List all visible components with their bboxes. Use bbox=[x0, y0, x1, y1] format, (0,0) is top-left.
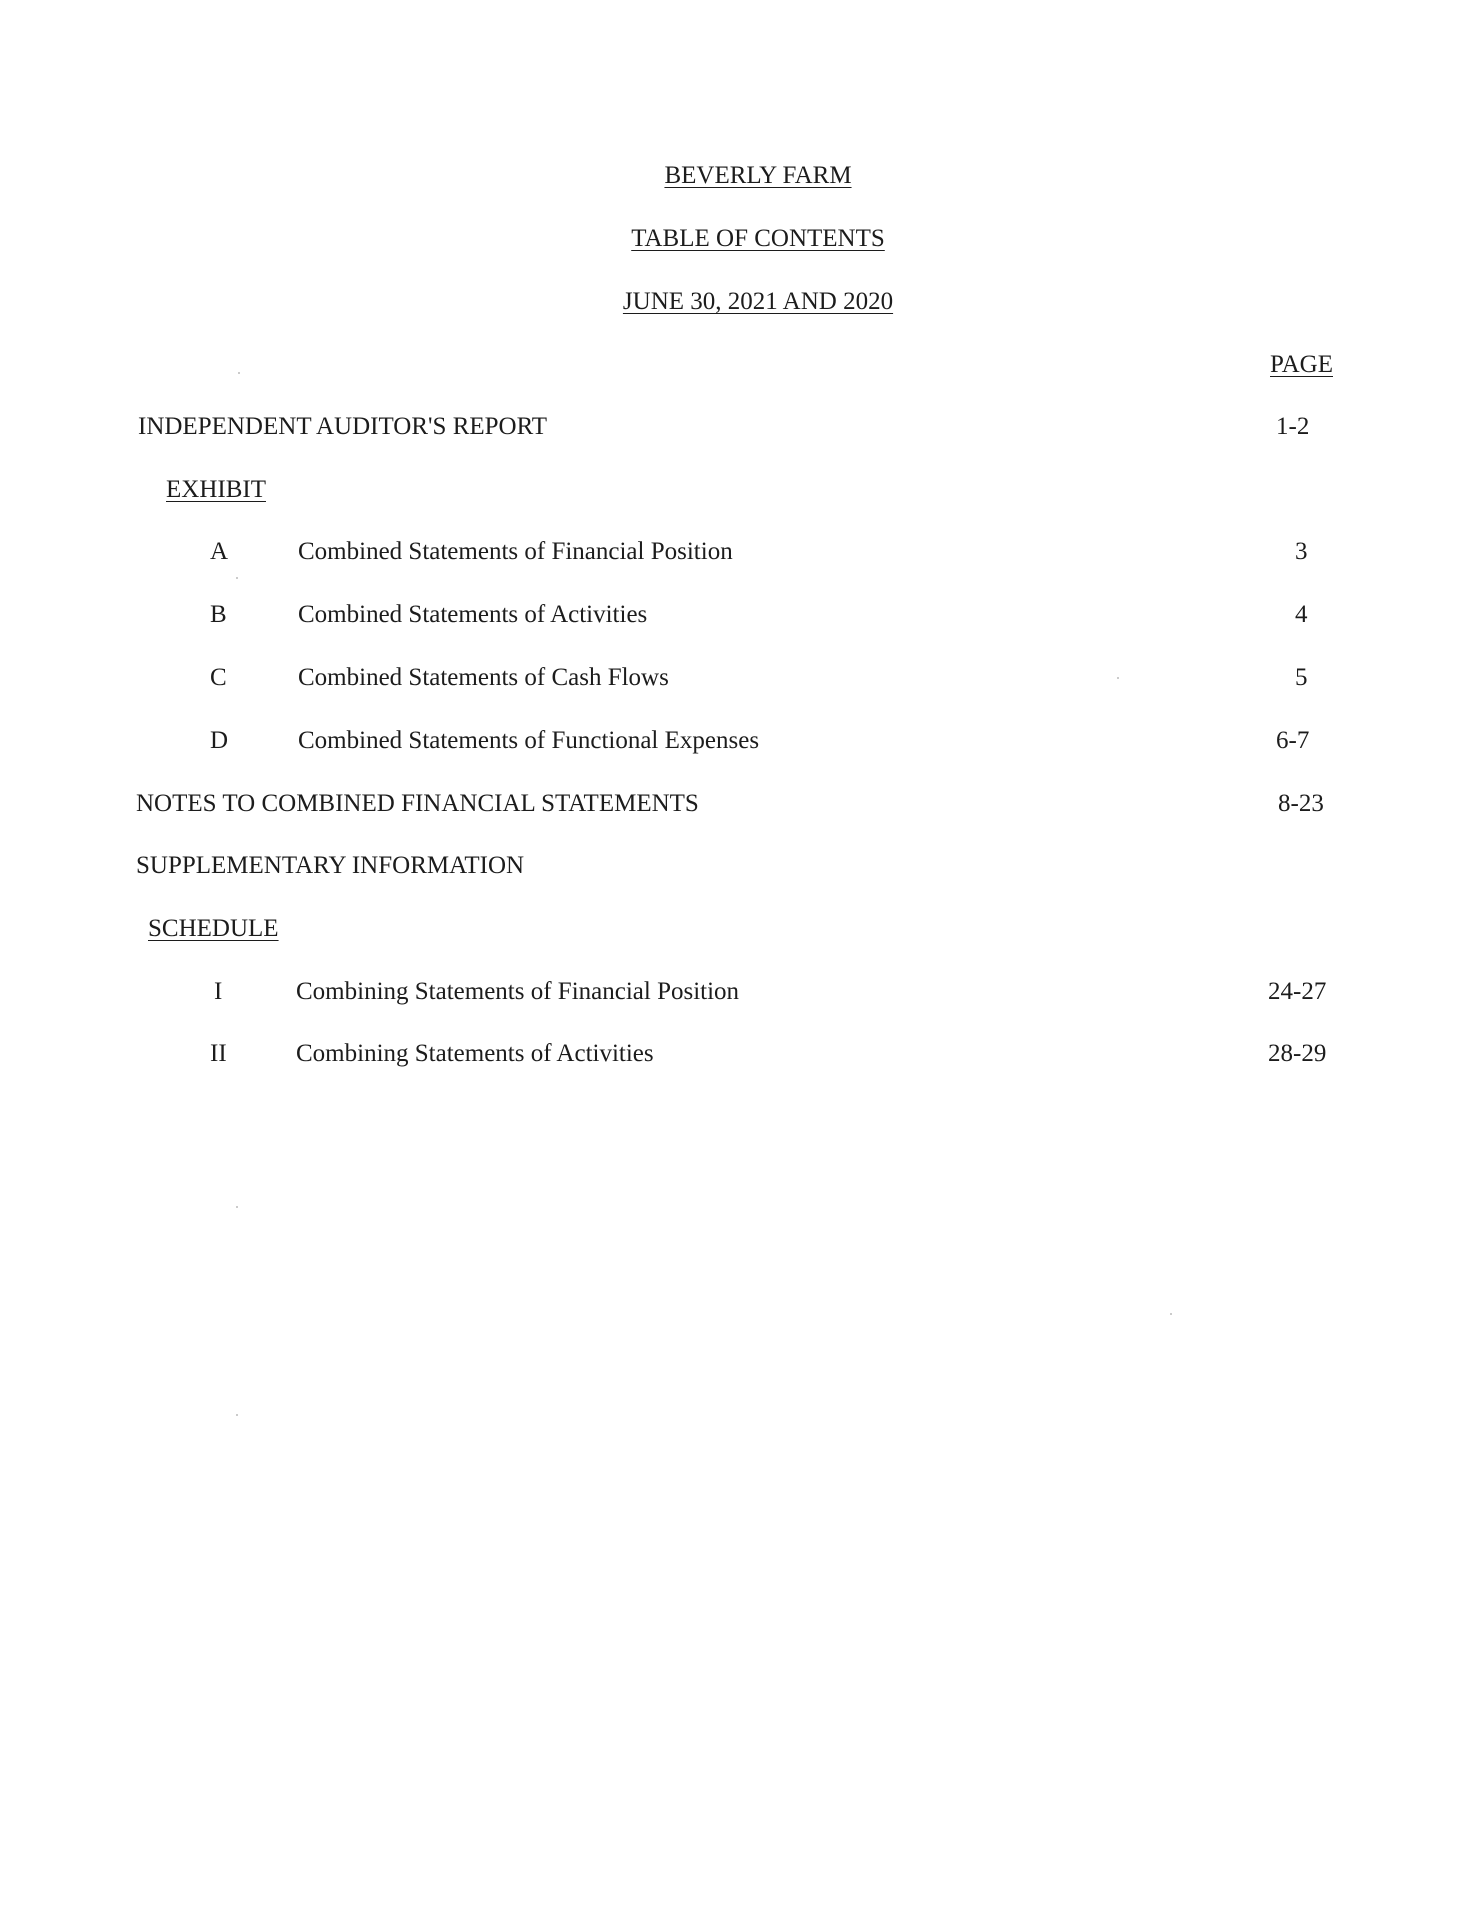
scan-speck bbox=[236, 1414, 238, 1416]
toc-entry-page: 6-7 bbox=[1276, 727, 1310, 754]
report-date: JUNE 30, 2021 AND 2020 bbox=[622, 288, 894, 315]
schedule-numeral: II bbox=[210, 1040, 227, 1067]
organization-name: BEVERLY FARM bbox=[664, 162, 852, 189]
toc-entry-page: 3 bbox=[1295, 538, 1308, 565]
toc-entry-page: 1-2 bbox=[1276, 413, 1310, 440]
page-title: TABLE OF CONTENTS bbox=[631, 225, 885, 252]
scan-speck bbox=[238, 372, 240, 374]
toc-entry-label: Combined Statements of Functional Expenses bbox=[298, 727, 760, 754]
toc-entry-page: 24-27 bbox=[1268, 978, 1327, 1005]
schedule-heading: SCHEDULE bbox=[148, 915, 279, 942]
page-column-header: PAGE bbox=[1270, 351, 1333, 378]
toc-entry-label: NOTES TO COMBINED FINANCIAL STATEMENTS bbox=[136, 790, 699, 817]
exhibit-letter: B bbox=[210, 601, 227, 628]
scan-speck bbox=[236, 1206, 238, 1208]
exhibit-heading: EXHIBIT bbox=[166, 476, 266, 503]
toc-entry-page: 4 bbox=[1295, 601, 1308, 628]
exhibit-letter: D bbox=[210, 727, 229, 754]
scan-speck bbox=[1170, 1313, 1172, 1315]
toc-entry-label: INDEPENDENT AUDITOR'S REPORT bbox=[138, 413, 548, 440]
supplementary-heading: SUPPLEMENTARY INFORMATION bbox=[136, 852, 525, 879]
exhibit-letter: A bbox=[210, 538, 229, 565]
scan-speck bbox=[1117, 677, 1119, 679]
toc-entry-label: Combining Statements of Financial Position bbox=[296, 978, 740, 1005]
toc-entry-page: 5 bbox=[1295, 664, 1308, 691]
toc-entry-label: Combined Statements of Activities bbox=[298, 601, 648, 628]
scan-speck bbox=[236, 577, 238, 579]
schedule-numeral: I bbox=[214, 978, 223, 1005]
toc-entry-label: Combining Statements of Activities bbox=[296, 1040, 654, 1067]
toc-entry-page: 8-23 bbox=[1278, 790, 1324, 817]
toc-entry-label: Combined Statements of Cash Flows bbox=[298, 664, 669, 691]
exhibit-letter: C bbox=[210, 664, 227, 691]
toc-entry-label: Combined Statements of Financial Position bbox=[298, 538, 733, 565]
toc-entry-page: 28-29 bbox=[1268, 1040, 1327, 1067]
